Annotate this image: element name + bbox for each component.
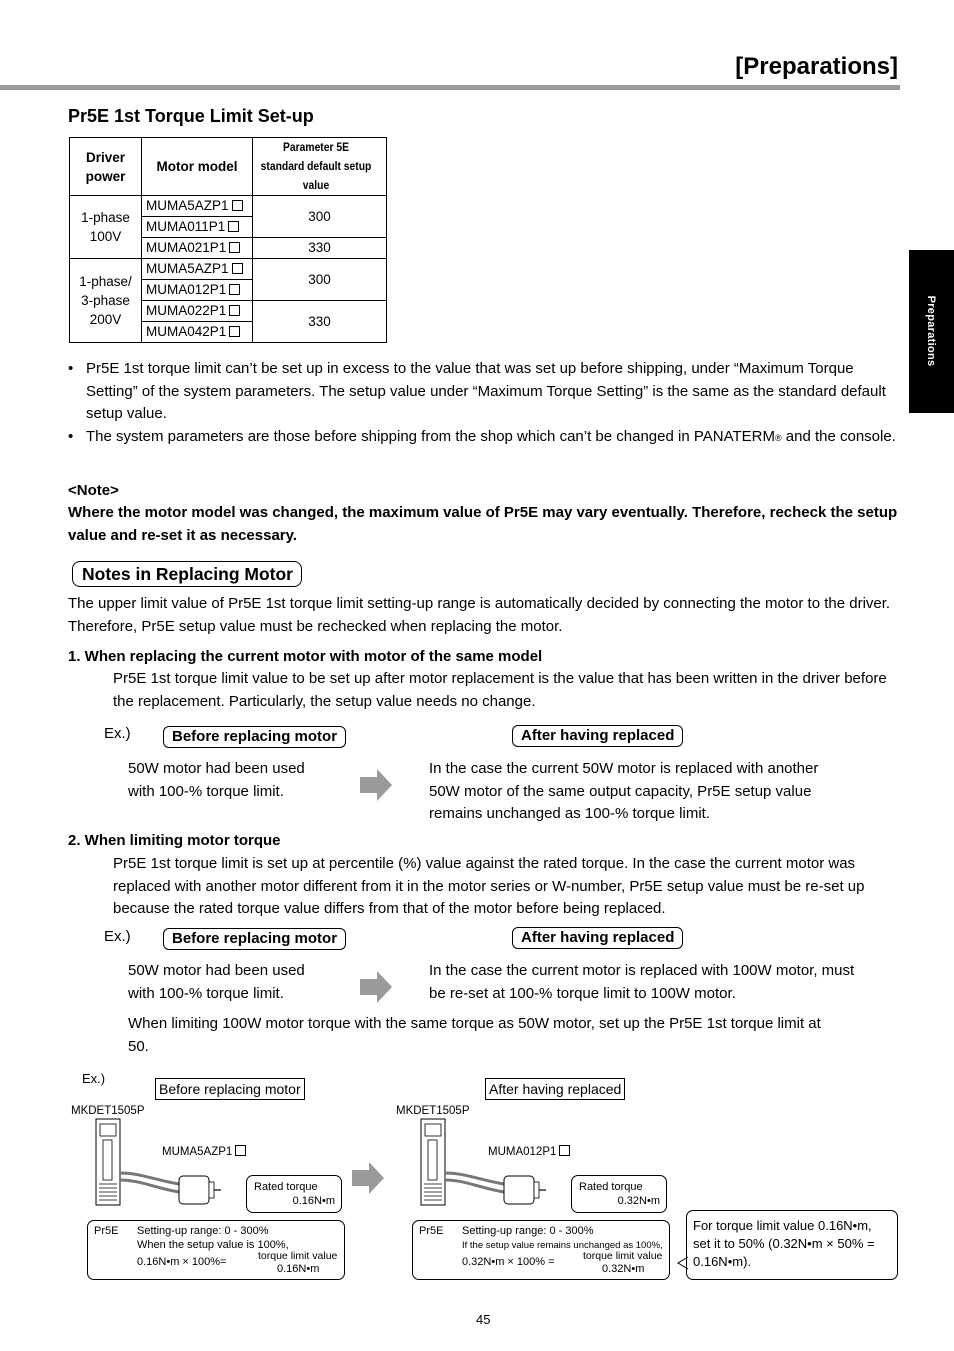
table-cell-power: 1-phase/ 3-phase 200V xyxy=(70,259,142,343)
page-header-title: [Preparations] xyxy=(735,53,898,80)
diagram-before-label: Before replacing motor xyxy=(155,1078,305,1100)
bullet-item: • The system parameters are those before shipping from the shop which can’t be changed in PANATERM® and the console. xyxy=(68,428,896,445)
table-row xyxy=(70,196,387,217)
bullet-item: • Pr5E 1st torque limit can’t be set up in excess to the value that was set up before shipping, under “Maximum Torque Setting” of the system parameters. The setup value under “Maximum Torque Setting” is the same as the standard default setup value. xyxy=(68,360,886,423)
replacing-title: Notes in Replacing Motor xyxy=(72,561,302,587)
left-rated-torque-box: Rated torque 0.16N•m xyxy=(246,1175,342,1213)
item2-extra: When limiting 100W motor torque with the same torque as 50W motor, set up the Pr5E 1st torque limit at 50. xyxy=(128,1015,821,1055)
driver-motor-illustration xyxy=(420,1118,580,1208)
note-label: <Note> xyxy=(68,482,119,499)
page-number: 45 xyxy=(476,1312,491,1327)
right-driver-model: MKDET1505P xyxy=(396,1105,470,1117)
table-cell-value: 330 xyxy=(253,301,387,343)
diagram-ex: Ex.) xyxy=(82,1071,106,1086)
header-rule xyxy=(0,85,900,90)
table-header-cell: Parameter 5E standard default setup value xyxy=(253,138,387,196)
driver-motor-illustration xyxy=(95,1118,255,1208)
arrow-right-icon xyxy=(360,769,392,801)
left-motor-model: MUMA5AZP1 xyxy=(162,1145,246,1158)
table-cell-model: MUMA022P1 xyxy=(142,301,253,322)
item1-before-text: 50W motor had been used with 100-% torque limit. xyxy=(128,760,305,800)
right-motor-model: MUMA012P1 xyxy=(488,1145,570,1158)
table-cell-model: MUMA021P1 xyxy=(142,238,253,259)
note-text: Where the motor model was changed, the maximum value of Pr5E may vary eventually. Therefore, recheck the setup value and re-set it as necessary. xyxy=(68,504,898,544)
table-row xyxy=(70,259,387,280)
default-value-table xyxy=(69,137,387,343)
right-rated-torque-box: Rated torque 0.32N•m xyxy=(571,1175,667,1213)
table-cell-power: 1-phase 100V xyxy=(70,196,142,259)
table-cell-model: MUMA5AZP1 xyxy=(142,196,253,217)
item1-ex: Ex.) xyxy=(104,725,131,742)
table-header-cell: Driver power xyxy=(70,138,142,196)
table-cell-model: MUMA5AZP1 xyxy=(142,259,253,280)
table-cell-value: 300 xyxy=(253,196,387,238)
table-cell-value: 300 xyxy=(253,259,387,301)
table-cell-model: MUMA042P1 xyxy=(142,322,253,343)
item2-after-label: After having replaced xyxy=(512,927,683,949)
table-cell-model: MUMA011P1 xyxy=(142,217,253,238)
item1-before-label: Before replacing motor xyxy=(163,726,346,748)
right-setting-box: Pr5E Setting-up range: 0 - 300% If the setup value remains unchanged as 100%, 0.32N•m × 100% = torque limit value 0.32N•m xyxy=(412,1220,670,1280)
side-tab xyxy=(909,250,954,413)
side-tab-label: Preparations xyxy=(925,295,937,367)
table-header-row xyxy=(70,138,387,196)
item2-after-text: In the case the current motor is replaced with 100W motor, must be re-set at 100-% torque limit to 100W motor. xyxy=(429,962,855,1002)
item1-heading: 1. When replacing the current motor with motor of the same model xyxy=(68,648,543,665)
left-driver-model: MKDET1505P xyxy=(71,1105,145,1117)
arrow-right-icon xyxy=(360,971,392,1003)
item2-before-label: Before replacing motor xyxy=(163,928,346,950)
item2-heading: 2. When limiting motor torque xyxy=(68,832,281,849)
table-cell-value: 330 xyxy=(253,238,387,259)
item2-ex: Ex.) xyxy=(104,928,131,945)
section-title: Pr5E 1st Torque Limit Set-up xyxy=(68,106,314,126)
callout-box: For torque limit value 0.16N•m, set it to 50% (0.32N•m × 50% = 0.16N•m). xyxy=(686,1210,898,1280)
item2-body: Pr5E 1st torque limit is set up at percentile (%) value against the rated torque. In the case the current motor was replaced with another motor different from it in the motor series or W-number, Pr5E setup value must be re-set up because the rated torque value differs from that of the motor before being replaced. xyxy=(113,855,865,918)
replacing-intro: The upper limit value of Pr5E 1st torque limit setting-up range is automatically decided by connecting the motor to the driver. Therefore, Pr5E setup value must be rechecked when replacing the motor. xyxy=(68,595,891,635)
left-setting-box: Pr5E Setting-up range: 0 - 300% When the setup value is 100%, 0.16N•m × 100%= torque limit value 0.16N•m xyxy=(87,1220,345,1280)
item2-before-text: 50W motor had been used with 100-% torque limit. xyxy=(128,962,305,1002)
table-cell-model: MUMA012P1 xyxy=(142,280,253,301)
item1-body: Pr5E 1st torque limit value to be set up after motor replacement is the value that has been written in the driver before the replacement. Particularly, the setup value needs no change. xyxy=(113,670,887,710)
item1-after-label: After having replaced xyxy=(512,725,683,747)
table-header-cell: Motor model xyxy=(142,138,253,196)
diagram-after-label: After having replaced xyxy=(485,1078,625,1100)
item1-after-text: In the case the current 50W motor is replaced with another 50W motor of the same output capacity, Pr5E setup value remains unchanged as 100-% torque limit. xyxy=(429,760,819,823)
arrow-right-icon xyxy=(352,1162,384,1194)
